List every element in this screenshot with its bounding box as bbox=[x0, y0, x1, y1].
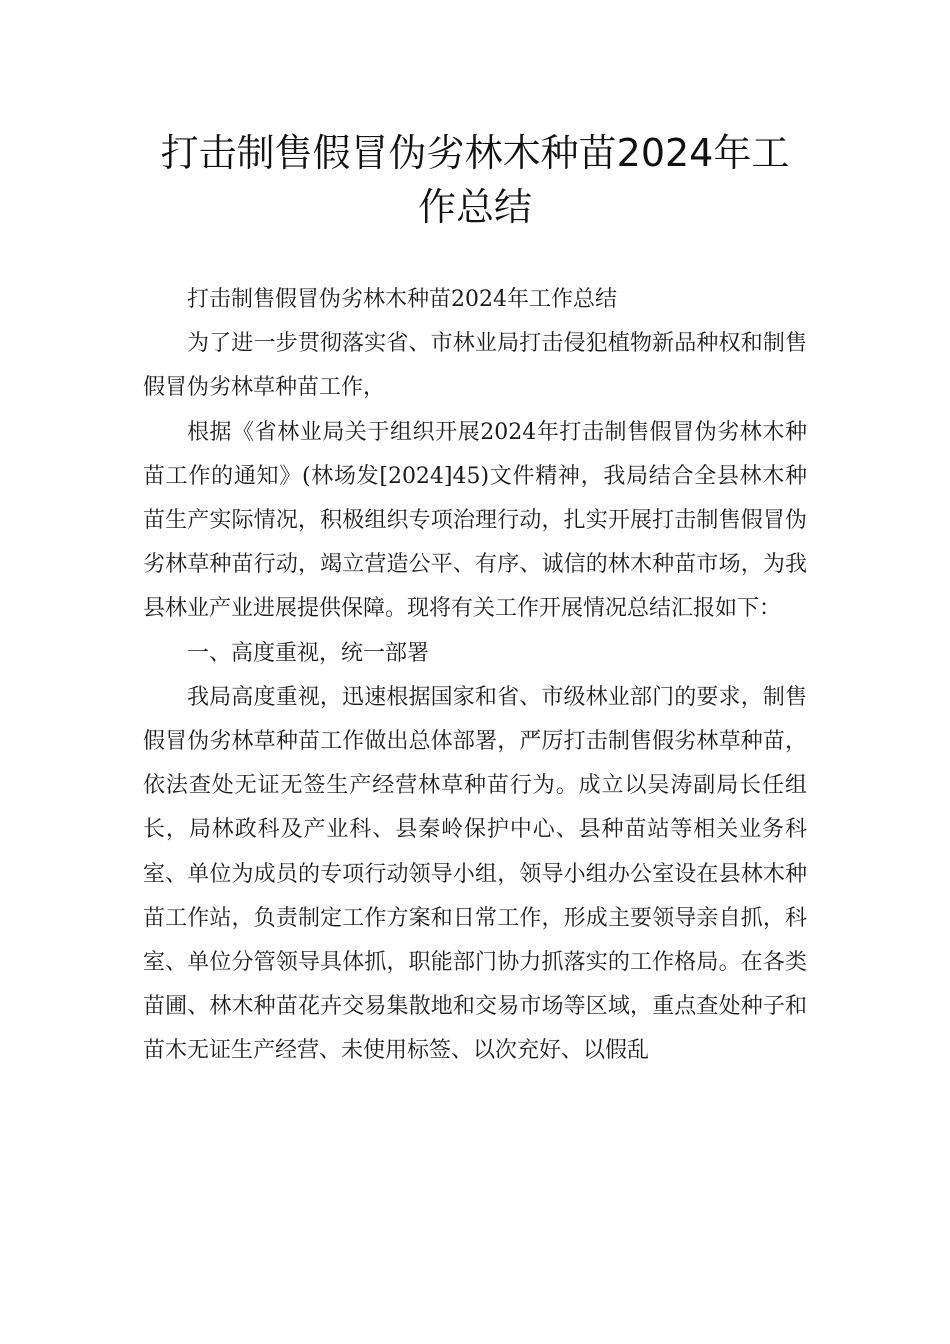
title-line-1: 打击制售假冒伪劣林木种苗2024年工 bbox=[160, 131, 790, 175]
paragraph-section-1: 我局高度重视，迅速根据国家和省、市级林业部门的要求，制售假冒伪劣林草种苗工作做出总体部署，严厉打击制售假劣林草种苗，依法查处无证无签生产经营林草种苗行为。成立以吴涛副局长任组长，局林政科及产业科、县秦岭保护中心、县种苗站等相关业务科室、单位为成员的专项行动领导小组，领导小组办公室设在县林木种苗工作站，负责制定工作方案和日常工作，形成主要领导亲自抓，科室、单位分管领导具体抓，职能部门协力抓落实的工作格局。在各类苗圃、林木种苗花卉交易集散地和交易市场等区域，重点查处种子和苗木无证生产经营、未使用标签、以次充好、以假乱 bbox=[143, 684, 807, 1064]
paragraph-intro: 为了进一步贯彻落实省、市林业局打击侵犯植物新品种权和制售假冒伪劣林草种苗工作， bbox=[143, 331, 807, 401]
document-body bbox=[143, 278, 807, 1074]
paragraph-basis: 根据《省林业局关于组织开展2024年打击制售假冒伪劣林木种苗工作的通知》(林场发[2024]45)文件精神，我局结合全县林木种苗生产实际情况，积极组织专项治理行动，扎实开展打击制售假冒伪劣林草种苗行动，竭立营造公平、有序、诚信的林木种苗市场，为我县林业产业进展提供保障。现将有关工作开展情况总结汇报如下： bbox=[143, 419, 807, 622]
title-line-2: 作总结 bbox=[417, 185, 532, 229]
document-title bbox=[140, 126, 810, 234]
section-heading-1: 一、高度重视，统一部署 bbox=[187, 640, 430, 666]
paragraph-subtitle: 打击制售假冒伪劣林木种苗2024年工作总结 bbox=[187, 287, 617, 312]
